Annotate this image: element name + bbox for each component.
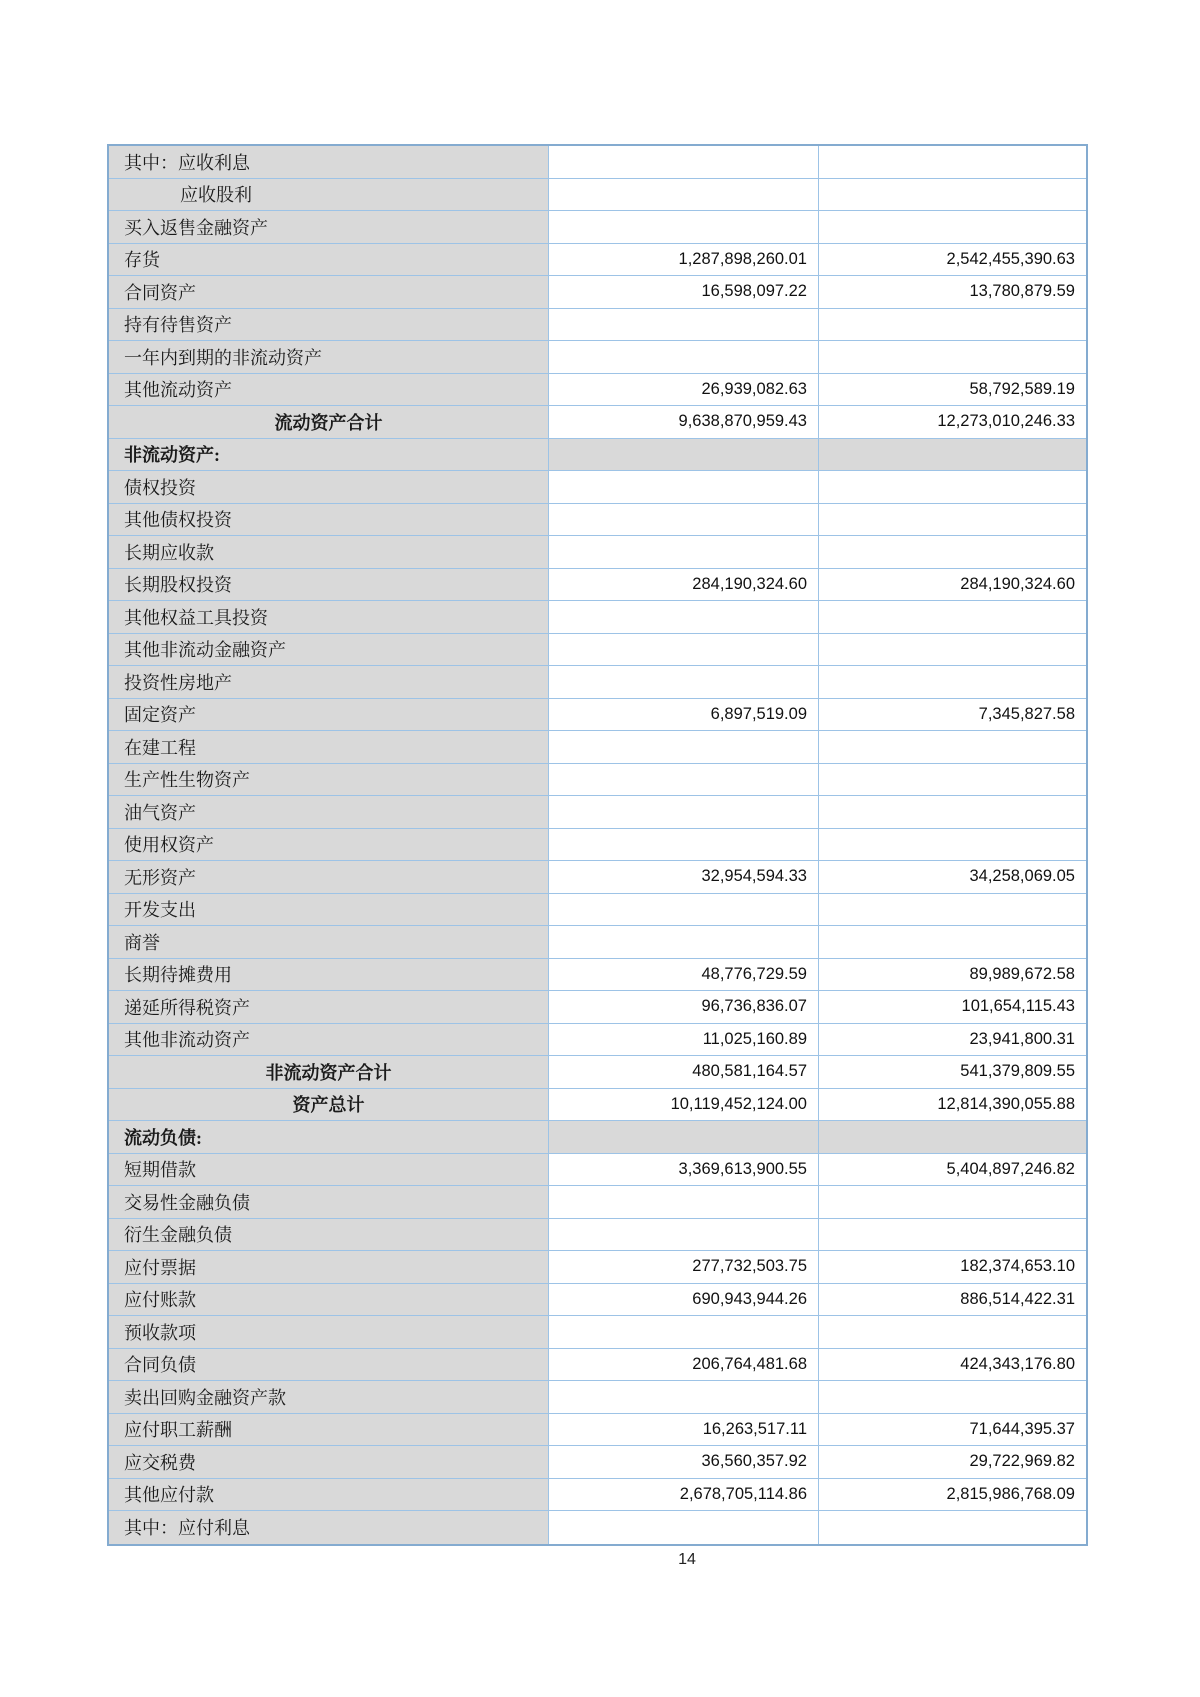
table-row: [109, 569, 1086, 602]
current-period-value: 480,581,164.57: [549, 1056, 819, 1088]
current-period-value: [549, 1219, 819, 1251]
prior-period-value: 5,404,897,246.82: [819, 1154, 1086, 1186]
current-period-value: [549, 601, 819, 633]
current-period-value: [549, 309, 819, 341]
table-row: [109, 406, 1086, 439]
prior-period-value: 13,780,879.59: [819, 276, 1086, 308]
prior-period-value: [819, 926, 1086, 958]
prior-period-value: 23,941,800.31: [819, 1024, 1086, 1056]
table-row: [109, 179, 1086, 212]
current-period-value: 36,560,357.92: [549, 1446, 819, 1478]
row-label: 递延所得税资产: [109, 991, 549, 1023]
table-row: [109, 634, 1086, 667]
current-period-value: 277,732,503.75: [549, 1251, 819, 1283]
row-label: 其他流动资产: [109, 374, 549, 406]
prior-period-value: [819, 341, 1086, 373]
prior-period-value: [819, 309, 1086, 341]
row-label: 其中：应付利息: [109, 1511, 549, 1544]
prior-period-value: [819, 211, 1086, 243]
prior-period-value: [819, 1381, 1086, 1413]
row-label: 其中：应收利息: [109, 146, 549, 178]
row-label: 持有待售资产: [109, 309, 549, 341]
table-row: [109, 1121, 1086, 1154]
table-row: [109, 374, 1086, 407]
current-period-value: 9,638,870,959.43: [549, 406, 819, 438]
table-row: [109, 276, 1086, 309]
row-label: 长期应收款: [109, 536, 549, 568]
table-row: [109, 731, 1086, 764]
current-period-value: 16,598,097.22: [549, 276, 819, 308]
row-label: 合同资产: [109, 276, 549, 308]
current-period-value: [549, 1121, 819, 1153]
current-period-value: 10,119,452,124.00: [549, 1089, 819, 1121]
prior-period-value: 424,343,176.80: [819, 1349, 1086, 1381]
table-row: [109, 309, 1086, 342]
prior-period-value: 71,644,395.37: [819, 1414, 1086, 1446]
row-label: 流动资产合计: [109, 406, 549, 438]
current-period-value: [549, 536, 819, 568]
table-row: [109, 894, 1086, 927]
table-row: [109, 601, 1086, 634]
row-label: 非流动资产合计: [109, 1056, 549, 1088]
table-row: [109, 1381, 1086, 1414]
prior-period-value: 58,792,589.19: [819, 374, 1086, 406]
row-label: 其他权益工具投资: [109, 601, 549, 633]
prior-period-value: 182,374,653.10: [819, 1251, 1086, 1283]
row-label: 应付账款: [109, 1284, 549, 1316]
current-period-value: 284,190,324.60: [549, 569, 819, 601]
prior-period-value: 284,190,324.60: [819, 569, 1086, 601]
current-period-value: 32,954,594.33: [549, 861, 819, 893]
row-label: 长期待摊费用: [109, 959, 549, 991]
table-row: [109, 861, 1086, 894]
table-row: [109, 1056, 1086, 1089]
balance-sheet-table: [107, 144, 1088, 1546]
row-label: 在建工程: [109, 731, 549, 763]
table-row: [109, 699, 1086, 732]
table-row: [109, 1414, 1086, 1447]
prior-period-value: [819, 179, 1086, 211]
prior-period-value: [819, 1121, 1086, 1153]
prior-period-value: [819, 634, 1086, 666]
prior-period-value: 12,273,010,246.33: [819, 406, 1086, 438]
row-label: 投资性房地产: [109, 666, 549, 698]
table-row: [109, 1511, 1086, 1544]
row-label: 使用权资产: [109, 829, 549, 861]
prior-period-value: [819, 471, 1086, 503]
table-row: [109, 439, 1086, 472]
current-period-value: 206,764,481.68: [549, 1349, 819, 1381]
prior-period-value: 34,258,069.05: [819, 861, 1086, 893]
table-row: [109, 1089, 1086, 1122]
row-label: 买入返售金融资产: [109, 211, 549, 243]
table-row: [109, 146, 1086, 179]
current-period-value: [549, 666, 819, 698]
row-label: 长期股权投资: [109, 569, 549, 601]
table-row: [109, 211, 1086, 244]
table-row: [109, 536, 1086, 569]
prior-period-value: [819, 666, 1086, 698]
table-row: [109, 829, 1086, 862]
table-row: [109, 991, 1086, 1024]
row-label: 其他非流动资产: [109, 1024, 549, 1056]
page-number: 14: [678, 1551, 696, 1568]
current-period-value: 48,776,729.59: [549, 959, 819, 991]
current-period-value: 6,897,519.09: [549, 699, 819, 731]
prior-period-value: [819, 764, 1086, 796]
table-row: [109, 1316, 1086, 1349]
row-label: 固定资产: [109, 699, 549, 731]
current-period-value: [549, 764, 819, 796]
row-label: 应交税费: [109, 1446, 549, 1478]
current-period-value: [549, 146, 819, 178]
table-row: [109, 471, 1086, 504]
row-label: 无形资产: [109, 861, 549, 893]
prior-period-value: 89,989,672.58: [819, 959, 1086, 991]
row-label: 开发支出: [109, 894, 549, 926]
prior-period-value: [819, 504, 1086, 536]
current-period-value: 3,369,613,900.55: [549, 1154, 819, 1186]
prior-period-value: 29,722,969.82: [819, 1446, 1086, 1478]
current-period-value: [549, 439, 819, 471]
prior-period-value: [819, 731, 1086, 763]
row-label: 油气资产: [109, 796, 549, 828]
current-period-value: 1,287,898,260.01: [549, 244, 819, 276]
current-period-value: [549, 341, 819, 373]
prior-period-value: [819, 146, 1086, 178]
current-period-value: 96,736,836.07: [549, 991, 819, 1023]
row-label: 预收款项: [109, 1316, 549, 1348]
table-row: [109, 1479, 1086, 1512]
row-label: 流动负债:: [109, 1121, 549, 1153]
current-period-value: 26,939,082.63: [549, 374, 819, 406]
prior-period-value: [819, 1186, 1086, 1218]
current-period-value: [549, 926, 819, 958]
row-label: 衍生金融负债: [109, 1219, 549, 1251]
current-period-value: [549, 634, 819, 666]
row-label: 交易性金融负债: [109, 1186, 549, 1218]
current-period-value: 11,025,160.89: [549, 1024, 819, 1056]
prior-period-value: 2,542,455,390.63: [819, 244, 1086, 276]
table-row: [109, 1154, 1086, 1187]
table-row: [109, 1024, 1086, 1057]
prior-period-value: [819, 829, 1086, 861]
row-label: 生产性生物资产: [109, 764, 549, 796]
current-period-value: 16,263,517.11: [549, 1414, 819, 1446]
row-label: 应付职工薪酬: [109, 1414, 549, 1446]
table-row: [109, 341, 1086, 374]
table-row: [109, 244, 1086, 277]
table-row: [109, 796, 1086, 829]
row-label: 商誉: [109, 926, 549, 958]
row-label: 一年内到期的非流动资产: [109, 341, 549, 373]
prior-period-value: [819, 894, 1086, 926]
row-label: 应收股利: [109, 179, 549, 211]
current-period-value: [549, 471, 819, 503]
table-row: [109, 1251, 1086, 1284]
prior-period-value: 541,379,809.55: [819, 1056, 1086, 1088]
balance-sheet-rows: [109, 146, 1086, 1544]
row-label: 应付票据: [109, 1251, 549, 1283]
table-row: [109, 666, 1086, 699]
table-row: [109, 1446, 1086, 1479]
table-row: [109, 1349, 1086, 1382]
current-period-value: [549, 1381, 819, 1413]
row-label: 资产总计: [109, 1089, 549, 1121]
current-period-value: [549, 829, 819, 861]
row-label: 存货: [109, 244, 549, 276]
prior-period-value: [819, 1219, 1086, 1251]
row-label: 卖出回购金融资产款: [109, 1381, 549, 1413]
current-period-value: [549, 179, 819, 211]
current-period-value: [549, 1186, 819, 1218]
current-period-value: [549, 796, 819, 828]
table-row: [109, 959, 1086, 992]
current-period-value: 690,943,944.26: [549, 1284, 819, 1316]
row-label: 其他债权投资: [109, 504, 549, 536]
row-label: 债权投资: [109, 471, 549, 503]
prior-period-value: 2,815,986,768.09: [819, 1479, 1086, 1511]
row-label: 合同负债: [109, 1349, 549, 1381]
current-period-value: 2,678,705,114.86: [549, 1479, 819, 1511]
table-row: [109, 926, 1086, 959]
prior-period-value: 886,514,422.31: [819, 1284, 1086, 1316]
table-row: [109, 504, 1086, 537]
row-label: 其他应付款: [109, 1479, 549, 1511]
current-period-value: [549, 894, 819, 926]
prior-period-value: [819, 1511, 1086, 1544]
prior-period-value: [819, 439, 1086, 471]
prior-period-value: 101,654,115.43: [819, 991, 1086, 1023]
current-period-value: [549, 504, 819, 536]
table-row: [109, 764, 1086, 797]
row-label: 其他非流动金融资产: [109, 634, 549, 666]
current-period-value: [549, 1511, 819, 1544]
prior-period-value: [819, 536, 1086, 568]
prior-period-value: [819, 796, 1086, 828]
table-row: [109, 1186, 1086, 1219]
table-row: [109, 1219, 1086, 1252]
row-label: 短期借款: [109, 1154, 549, 1186]
current-period-value: [549, 1316, 819, 1348]
prior-period-value: [819, 1316, 1086, 1348]
prior-period-value: [819, 601, 1086, 633]
prior-period-value: 7,345,827.58: [819, 699, 1086, 731]
row-label: 非流动资产:: [109, 439, 549, 471]
current-period-value: [549, 211, 819, 243]
prior-period-value: 12,814,390,055.88: [819, 1089, 1086, 1121]
current-period-value: [549, 731, 819, 763]
table-row: [109, 1284, 1086, 1317]
